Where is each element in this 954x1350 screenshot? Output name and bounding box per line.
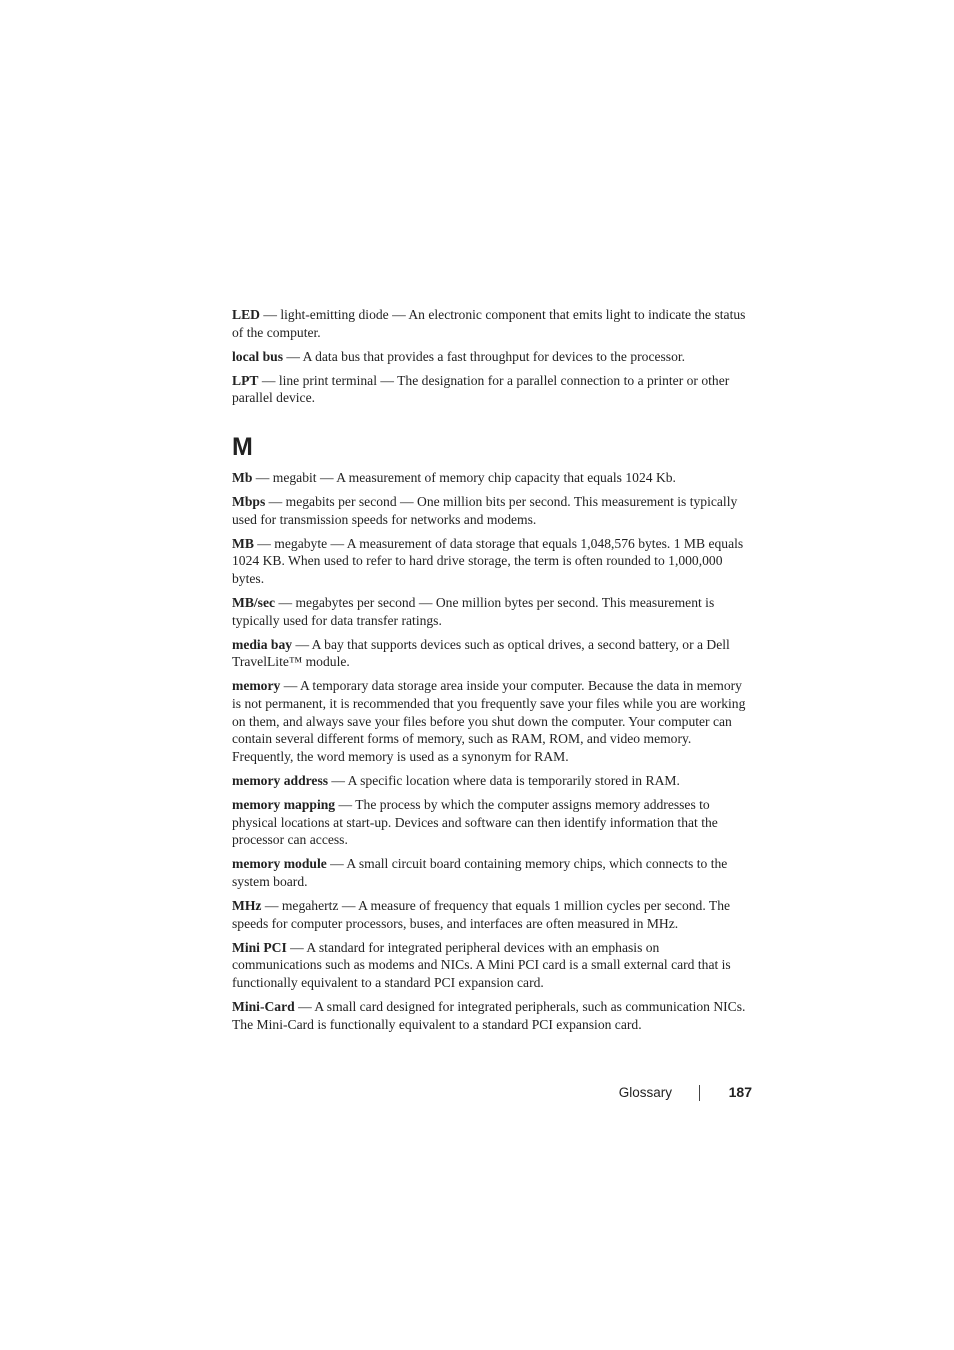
glossary-entry (232, 306, 746, 341)
glossary-term: memory mapping (232, 796, 336, 812)
page-number: 187 (728, 1084, 752, 1100)
glossary-content (232, 306, 746, 1040)
glossary-term: LED (232, 307, 260, 322)
glossary-definition: — megabyte — A measurement of data storage that equals 1,048,576 bytes. 1 MB equals 1024 KB. When used to refer to hard drive storage, the term is often rounded to 1,000,000 bytes. (232, 535, 744, 586)
glossary-term: Mini-Card (232, 998, 295, 1014)
glossary-definition: — megabit — A measurement of memory chip capacity that equals 1024 Kb. (252, 469, 676, 485)
glossary-entry (232, 897, 746, 932)
glossary-term: media bay (232, 636, 293, 652)
glossary-term: memory module (232, 856, 327, 872)
glossary-definition: — A small card designed for integrated peripherals, such as communication NICs. The Mini-Card is functionally equivalent to a standard PCI expansion card. (232, 998, 746, 1032)
glossary-term: MB/sec (232, 595, 276, 611)
glossary-definition: — A data bus that provides a fast throughput for devices to the processor. (283, 348, 686, 364)
glossary-entry (232, 636, 746, 671)
glossary-entry (232, 772, 746, 790)
glossary-term: MHz (232, 897, 262, 913)
glossary-term: local bus (232, 348, 283, 364)
glossary-entry (232, 998, 746, 1033)
glossary-entry (232, 939, 746, 992)
glossary-definition: — A bay that supports devices such as optical drives, a second battery, or a Dell TravelLite™ module. (232, 636, 730, 670)
glossary-group-m (232, 469, 746, 1033)
glossary-definition: — megahertz — A measure of frequency that equals 1 million cycles per second. The speeds for computer processors, buses, and interfaces are often measured in MHz. (232, 897, 731, 931)
footer-divider (699, 1085, 700, 1101)
glossary-entry (232, 594, 746, 629)
glossary-entry (232, 372, 746, 407)
footer-section-label: Glossary (618, 1085, 672, 1100)
page-footer (0, 1083, 954, 1103)
glossary-definition: — megabytes per second — One million bytes per second. This measurement is typically used for data transfer ratings. (232, 595, 715, 628)
glossary-term: Mini PCI (232, 939, 287, 955)
glossary-entry (232, 855, 746, 890)
glossary-definition: — light-emitting diode — An electronic component that emits light to indicate the status of the computer. (232, 307, 746, 340)
glossary-term: Mbps (232, 494, 266, 510)
glossary-definition: — A standard for integrated peripheral devices with an emphasis on communications such as modems and NICs. A Mini PCI card is a small external card that is functionally equivalent to a standard PCI expansion card. (232, 939, 731, 990)
glossary-term: memory address (232, 772, 329, 788)
glossary-definition: — A temporary data storage area inside your computer. Because the data in memory is not permanent, it is recommended that you frequently save your files while you are working on them, and always save your files before you shut down the computer. Your computer can contain several different forms of memory, such as RAM, ROM, and video memory. Frequently, the word memory is used as a synonym for RAM. (232, 678, 746, 764)
glossary-entry (232, 493, 746, 528)
section-heading: M (232, 432, 253, 461)
glossary-entry (232, 469, 746, 487)
glossary-term: LPT (232, 372, 259, 388)
glossary-definition: — A specific location where data is temporarily stored in RAM. (328, 772, 680, 788)
glossary-group-l (232, 306, 746, 407)
glossary-term: MB (232, 535, 254, 551)
glossary-entry (232, 796, 746, 849)
glossary-definition: — line print terminal — The designation for a parallel connection to a printer or other parallel device. (232, 372, 730, 406)
glossary-term: Mb (232, 469, 253, 485)
glossary-definition: — A small circuit board containing memory chips, which connects to the system board. (232, 856, 728, 889)
glossary-entry (232, 348, 746, 366)
glossary-term: memory (232, 678, 281, 694)
glossary-definition: — The process by which the computer assigns memory addresses to physical locations at start-up. Devices and software can then identify information that the processor can access. (232, 796, 718, 848)
glossary-definition: — megabits per second — One million bits per second. This measurement is typically used for transmission speeds for networks and modems. (232, 494, 738, 527)
glossary-entry (232, 535, 746, 588)
glossary-entry (232, 677, 746, 765)
